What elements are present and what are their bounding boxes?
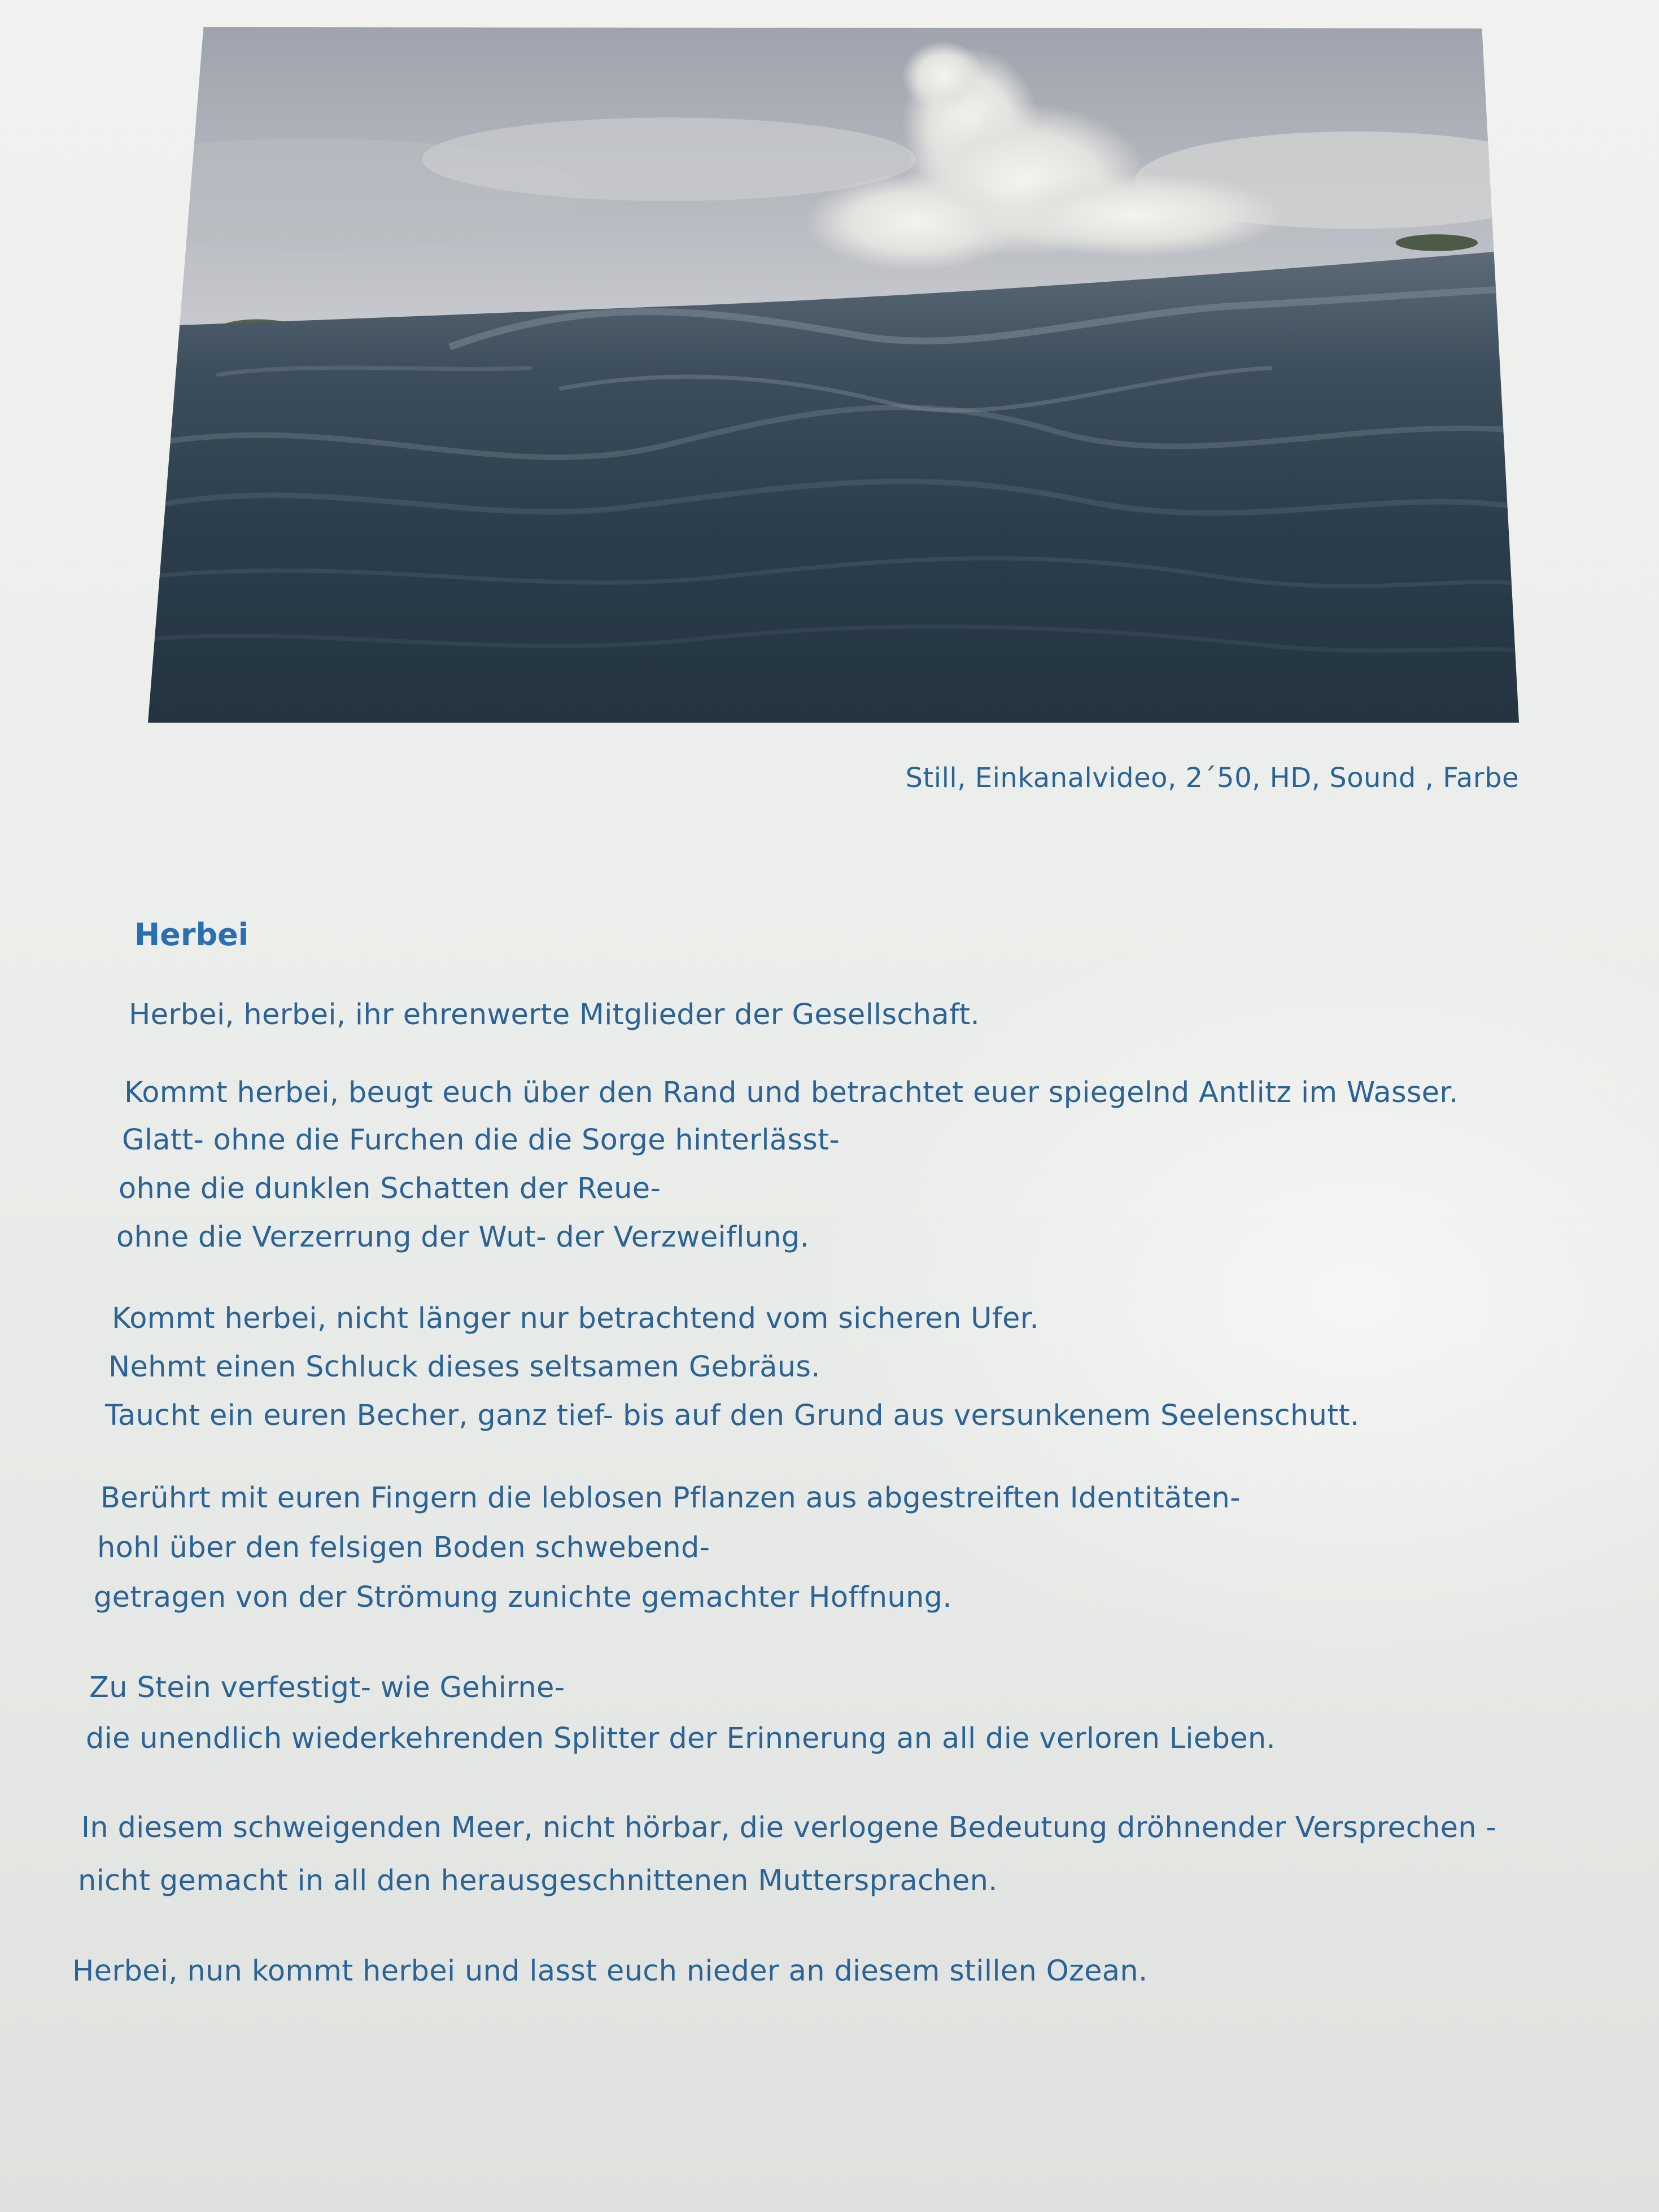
poem-line: Herbei, nun kommt herbei und lasst euch nieder an diesem stillen Ozean. [72,1955,1148,1988]
poem-line: Nehmt einen Schluck dieses seltsamen Gebräus. [108,1350,820,1384]
poem-line: hohl über den felsigen Boden schwebend- [97,1531,710,1564]
poem-line: Taucht ein euren Becher, ganz tief- bis auf den Grund aus versunkenem Seelenschutt. [105,1399,1360,1432]
poem-line: In diesem schweigenden Meer, nicht hörbar, die verlogene Bedeutung dröhnender Versprechen - [81,1811,1497,1844]
poem-line: Herbei, herbei, ihr ehrenwerte Mitglieder der Gesellschaft. [129,998,980,1031]
poem-line: die unendlich wiederkehrenden Splitter der Erinnerung an all die verloren Lieben. [86,1722,1276,1755]
poem-line: ohne die dunklen Schatten der Reue- [119,1172,661,1205]
poem-title: Herbei [134,917,249,952]
poem-line: getragen von der Strömung zunichte gemachter Hoffnung. [94,1581,952,1614]
poem-line: Kommt herbei, beugt euch über den Rand und betrachtet euer spiegelnd Antlitz im Wasser. [124,1076,1459,1109]
poem-line: ohne die Verzerrung der Wut- der Verzweiflung. [116,1221,810,1254]
poem-line: Berührt mit euren Fingern die leblosen Pflanzen aus abgestreiften Identitäten- [101,1481,1241,1515]
poem-line: nicht gemacht in all den herausgeschnittenen Muttersprachen. [78,1864,998,1898]
poem-line: Zu Stein verfestigt- wie Gehirne- [89,1671,565,1704]
poem-line: Glatt- ohne die Furchen die die Sorge hinterlässt- [122,1124,840,1157]
photo-caption: Still, Einkanalvideo, 2´50, HD, Sound , Farbe [905,762,1519,794]
poem-line: Kommt herbei, nicht länger nur betrachtend vom sicheren Ufer. [112,1302,1039,1335]
